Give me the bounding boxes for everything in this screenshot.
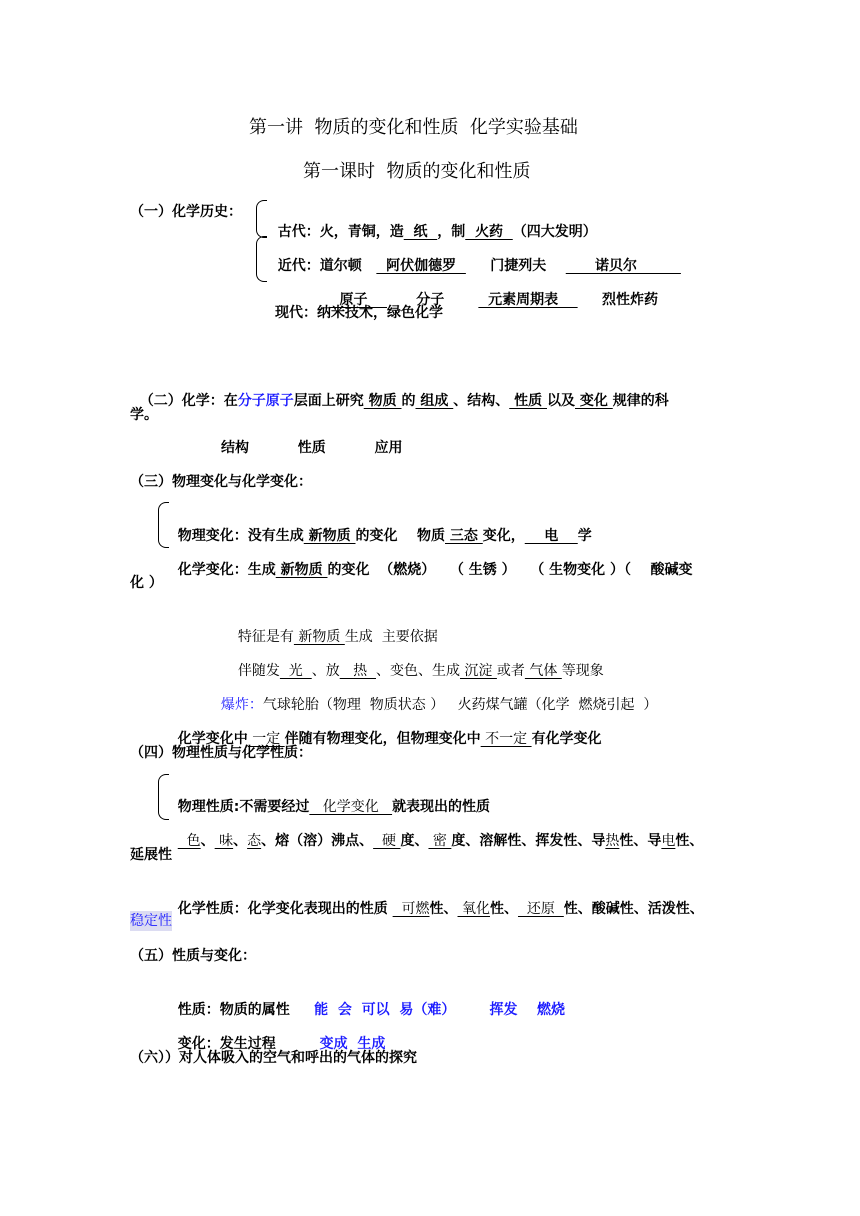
- text: 化学变化中: [177, 731, 248, 747]
- sec4-label: （四）物理性质与化学性质：: [130, 745, 312, 761]
- text: 以及: [547, 393, 575, 409]
- blank-avogadro: 阿伏伽德罗: [376, 258, 466, 274]
- sec1-brace-top: [256, 200, 267, 238]
- blank-oxidizing: 氧化: [457, 901, 490, 917]
- sec6-label: （六））对人体吸入的空气和呼出的气体的探究: [130, 1050, 417, 1066]
- text: 、: [200, 833, 215, 849]
- text: 性、酸碱性、活泼性、: [563, 901, 704, 917]
- text: 、结构、: [453, 393, 510, 409]
- text: 分子: [387, 292, 479, 308]
- text: ，制: [437, 224, 466, 240]
- change-keywords: 变成 生成: [309, 1036, 386, 1052]
- page-title: 第一讲 物质的变化和性质 化学实验基础: [249, 117, 578, 138]
- sec4-props: [168, 811, 703, 851]
- blank-composition: 组成: [415, 393, 454, 409]
- blank-light: 光: [279, 663, 312, 679]
- text: （四大发明）: [512, 224, 597, 240]
- text: 伴随有物理变化，但物理变化中: [284, 731, 481, 747]
- blank-paper: 纸: [403, 224, 438, 240]
- blank-periodic-table: 元素周期表: [478, 292, 578, 308]
- text: 伴随发: [237, 663, 280, 679]
- text: 规律的科: [612, 393, 669, 409]
- blank-matter: 物质: [363, 393, 402, 409]
- text: 、变色、生成: [375, 663, 460, 679]
- text: 古代：火，青铜，造: [277, 224, 404, 240]
- blank-electric: 电: [524, 528, 578, 544]
- text: 性、: [489, 901, 518, 917]
- blank-atom: 原子: [329, 292, 387, 308]
- text: 等现象: [561, 663, 604, 679]
- blank-gunpowder: 火药: [465, 224, 513, 240]
- text: 度、: [400, 833, 429, 849]
- blank-heat: 热: [339, 663, 376, 679]
- blank-hardness: 硬: [373, 833, 401, 849]
- text: 、: [233, 833, 248, 849]
- text: 生成 主要依据: [344, 629, 438, 645]
- text: 的: [401, 393, 416, 409]
- text: 特征是有: [237, 629, 294, 645]
- sec2-line3: 结构 性质 应用: [221, 440, 403, 456]
- sec1-label: （一）化学历史：: [130, 204, 242, 220]
- explode-label: 爆炸：: [220, 697, 263, 713]
- text: 变化：发生过程: [177, 1036, 310, 1052]
- text: 气球轮胎（物理 物质状态 ） 火药煤气罐（化学 燃烧引起 ）: [262, 697, 658, 713]
- text: 烈性炸药: [577, 292, 658, 308]
- blank-flammable: 可燃: [392, 901, 430, 917]
- blank-taste: 味: [214, 833, 234, 849]
- text: 的变化 物质: [355, 528, 445, 544]
- sec1-brace-bottom: [256, 236, 267, 282]
- text: 就表现出的性质: [392, 799, 491, 815]
- blank-precipitate: 沉淀: [459, 663, 497, 679]
- text: 化学变化：生成: [177, 562, 276, 578]
- text: 物理变化：没有生成: [177, 528, 304, 544]
- sec3-label: （三）物理变化与化学变化：: [130, 474, 312, 490]
- text: 学: [577, 528, 592, 544]
- blank-gas: 气体: [524, 663, 562, 679]
- text: 性、: [429, 901, 458, 917]
- sec2-line2: 学。: [130, 407, 158, 423]
- blank-new-substance: 新物质: [275, 562, 328, 578]
- sec4-chemical: [168, 879, 704, 919]
- blank-three-states: 三态: [445, 528, 483, 544]
- blank-heat: 热: [605, 833, 620, 849]
- sec3-chemical: [168, 540, 692, 580]
- blank-new-substance: 新物质: [293, 629, 345, 645]
- blank-color: 色: [177, 833, 201, 849]
- sec4-stability: 稳定性: [130, 913, 172, 929]
- text: 或者: [496, 663, 525, 679]
- text: 性、导: [619, 833, 662, 849]
- blank-reducing: 还原: [517, 901, 564, 917]
- text: 度、溶解性、挥发性、导: [451, 833, 606, 849]
- text: 变化，: [482, 528, 525, 544]
- page-subtitle: 第一课时 物质的变化和性质: [303, 161, 531, 182]
- text: 、放: [311, 663, 340, 679]
- blank-new-substance: 新物质: [303, 528, 356, 544]
- blank-not-certain: 不一定: [480, 731, 532, 747]
- sec1-contemporary: 现代：纳米技术，绿色化学: [275, 305, 443, 321]
- blank-change: 变化: [575, 393, 613, 409]
- text: 性质：物质的属性: [177, 1002, 305, 1018]
- text: 物理性质:不需要经过: [177, 799, 310, 815]
- blank-property: 性质: [509, 393, 547, 409]
- sec3-chemical-2: 化 ）: [130, 575, 163, 591]
- blank-nobel: 诺贝尔: [565, 258, 681, 274]
- blank-certain: 一定: [247, 731, 285, 747]
- text: 有化学变化: [531, 731, 602, 747]
- sec5-label: （五）性质与变化：: [130, 948, 256, 964]
- blank-chemical-change: 化学变化: [309, 799, 393, 815]
- text: 化学性质：化学变化表现出的性质: [177, 901, 393, 917]
- text: 近代：道尔顿: [277, 258, 377, 274]
- text: 、熔（溶）沸点、: [261, 833, 374, 849]
- text: 的变化 （燃烧） （ 生锈 ） （ 生物变化 ）（ 酸碱变: [327, 562, 693, 578]
- blank-state: 态: [247, 833, 262, 849]
- text: （二）化学：在: [139, 393, 238, 409]
- highlight-molecule-atom: 分子原子: [237, 393, 294, 409]
- text: 层面上研究: [293, 393, 364, 409]
- sec2-line1: [130, 371, 669, 411]
- property-keywords: 能 会 可以 易（难） 挥发 燃烧: [304, 1002, 565, 1018]
- blank-electric: 电: [661, 833, 676, 849]
- text: 门捷列夫: [465, 258, 566, 274]
- blank-density: 密: [428, 833, 452, 849]
- text: 性、: [675, 833, 704, 849]
- sec4-props-2: 延展性: [130, 847, 172, 863]
